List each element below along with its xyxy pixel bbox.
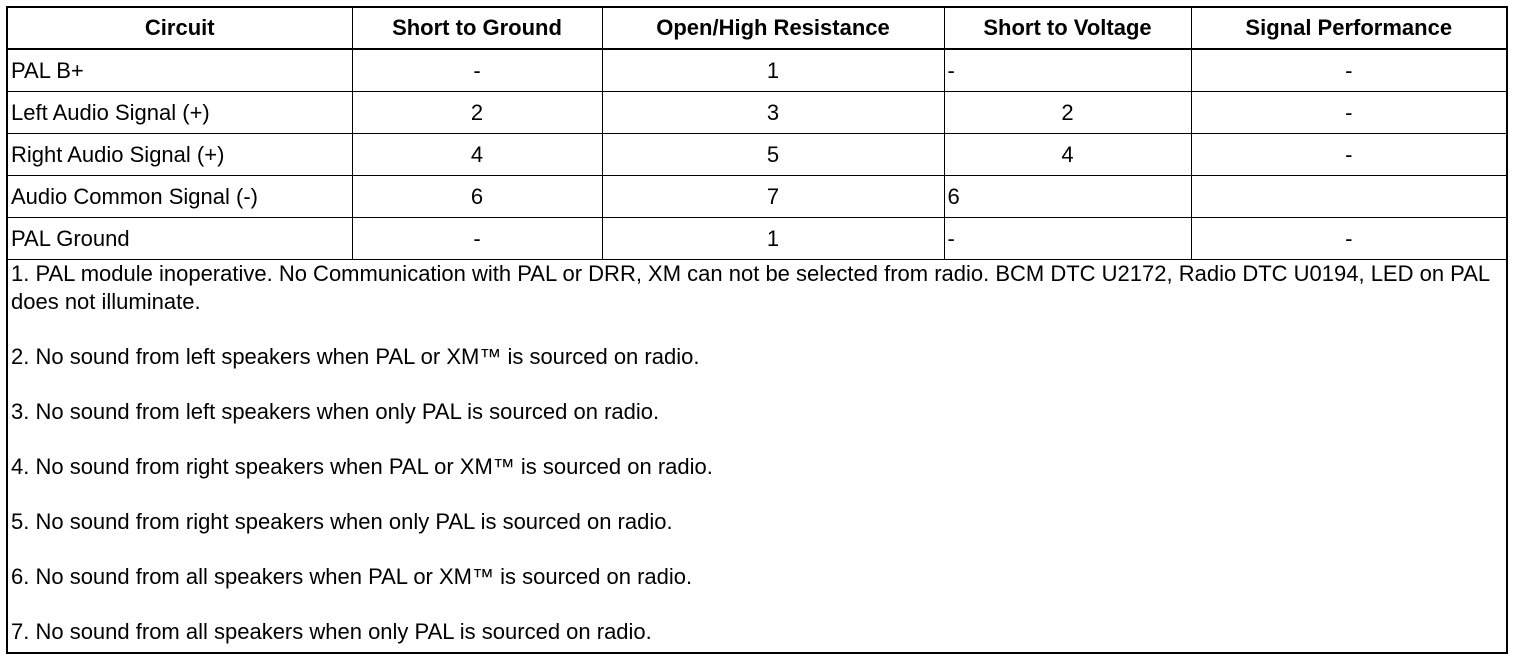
- circuit-diagnostic-table: [6, 6, 1508, 654]
- footnote: 5. No sound from right speakers when only PAL is sourced on radio.: [11, 509, 673, 534]
- column-header-short-to-voltage: Short to Voltage: [944, 7, 1191, 49]
- open-high-resistance-cell: 1: [602, 218, 944, 260]
- open-high-resistance-cell: 1: [602, 49, 944, 92]
- short-to-ground-cell: 4: [352, 134, 602, 176]
- column-header-signal-performance: Signal Performance: [1191, 7, 1507, 49]
- short-to-voltage-cell: 4: [944, 134, 1191, 176]
- footnote: 4. No sound from right speakers when PAL or XM™ is sourced on radio.: [11, 454, 713, 479]
- diagnostic-table-container: [6, 6, 1508, 654]
- table-row: [7, 92, 1507, 134]
- column-header-short-to-ground: Short to Ground: [352, 7, 602, 49]
- open-high-resistance-cell: 3: [602, 92, 944, 134]
- column-header-open-high-resistance: Open/High Resistance: [602, 7, 944, 49]
- short-to-ground-cell: -: [352, 49, 602, 92]
- short-to-voltage-cell: 6: [944, 176, 1191, 218]
- open-high-resistance-cell: 5: [602, 134, 944, 176]
- short-to-ground-cell: 6: [352, 176, 602, 218]
- circuit-cell: Left Audio Signal (+): [7, 92, 352, 134]
- footnote: 3. No sound from left speakers when only PAL is sourced on radio.: [11, 399, 660, 424]
- circuit-cell: PAL B+: [7, 49, 352, 92]
- short-to-ground-cell: -: [352, 218, 602, 260]
- open-high-resistance-cell: 7: [602, 176, 944, 218]
- short-to-voltage-cell: -: [944, 49, 1191, 92]
- footnote: 2. No sound from left speakers when PAL or XM™ is sourced on radio.: [11, 344, 700, 369]
- circuit-cell: Audio Common Signal (-): [7, 176, 352, 218]
- footnote: 1. PAL module inoperative. No Communication with PAL or DRR, XM can not be selected from radio. BCM DTC U2172, Radio DTC U0194, LED on PAL does not illuminate.: [11, 261, 1490, 314]
- circuit-cell: PAL Ground: [7, 218, 352, 260]
- table-row: [7, 218, 1507, 260]
- signal-performance-cell: -: [1191, 49, 1507, 92]
- header-row: [7, 7, 1507, 49]
- column-header-circuit: Circuit: [7, 7, 352, 49]
- signal-performance-cell: -: [1191, 92, 1507, 134]
- footnote: 6. No sound from all speakers when PAL or XM™ is sourced on radio.: [11, 564, 693, 589]
- table-row: [7, 49, 1507, 92]
- signal-performance-cell: -: [1191, 218, 1507, 260]
- signal-performance-cell: [1191, 176, 1507, 218]
- table-row: [7, 176, 1507, 218]
- notes-row: [7, 260, 1507, 654]
- short-to-voltage-cell: 2: [944, 92, 1191, 134]
- signal-performance-cell: -: [1191, 134, 1507, 176]
- footnote: 7. No sound from all speakers when only PAL is sourced on radio.: [11, 619, 652, 644]
- short-to-voltage-cell: -: [944, 218, 1191, 260]
- table-row: [7, 134, 1507, 176]
- circuit-cell: Right Audio Signal (+): [7, 134, 352, 176]
- notes-cell: [7, 260, 1507, 654]
- short-to-ground-cell: 2: [352, 92, 602, 134]
